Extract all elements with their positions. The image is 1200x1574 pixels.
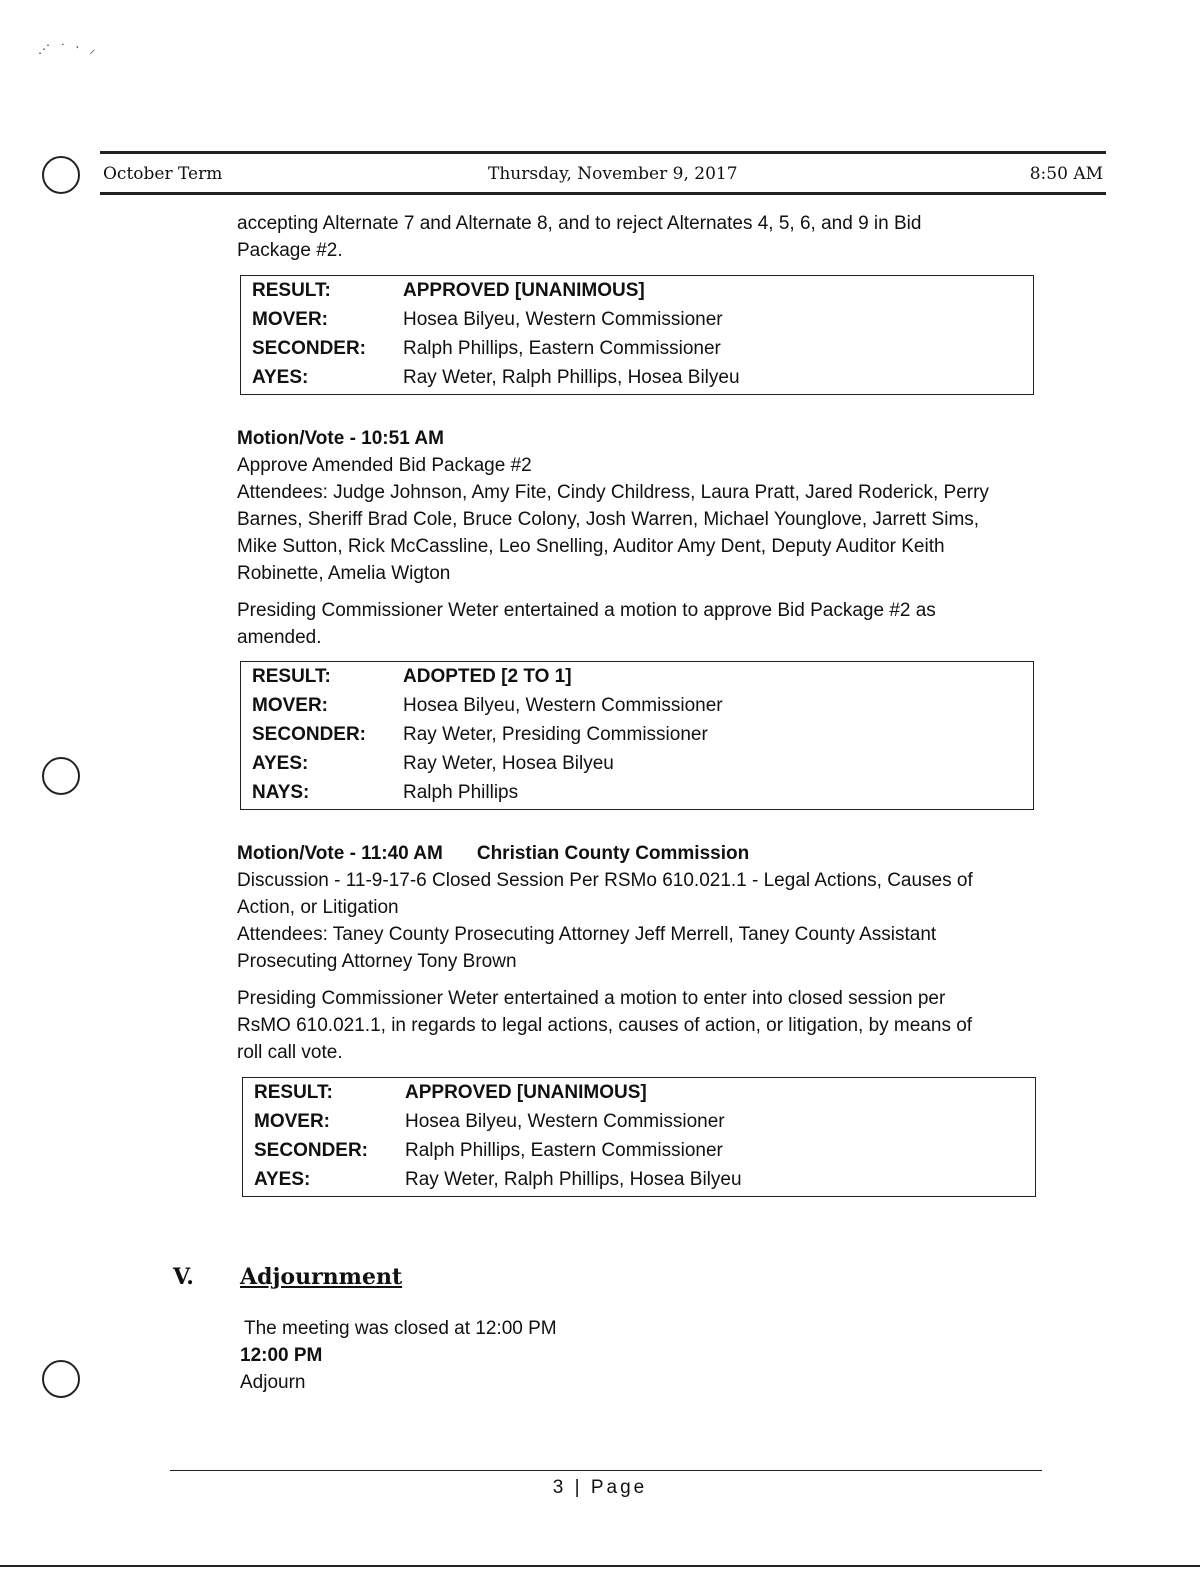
vote-label: RESULT: (252, 666, 331, 687)
intro-paragraph (237, 210, 1037, 264)
vote-label: MOVER: (252, 309, 328, 330)
vote-table-2 (240, 661, 1034, 810)
attendees-line: Attendees: Judge Johnson, Amy Fite, Cindy Childress, Laura Pratt, Jared Roderick, Perry (237, 482, 989, 503)
vote-label: AYES: (254, 1169, 311, 1190)
vote-value: Hosea Bilyeu, Western Commissioner (405, 1111, 725, 1132)
vote-label: RESULT: (252, 280, 331, 301)
footer-rule (170, 1470, 1042, 1471)
vote-value: Ralph Phillips, Eastern Commissioner (403, 338, 721, 359)
vote-label: RESULT: (254, 1082, 333, 1103)
vote-label: AYES: (252, 367, 309, 388)
adjournment-body (240, 1315, 1040, 1396)
page-number: 3 | Page (552, 1477, 648, 1498)
attendees-line: Mike Sutton, Rick McCassline, Leo Snelling, Auditor Amy Dent, Deputy Auditor Keith (237, 536, 945, 557)
vote-table-1 (240, 275, 1034, 395)
intro-line: Package #2. (237, 240, 343, 261)
vote-value: Ray Weter, Ralph Phillips, Hosea Bilyeu (403, 367, 740, 388)
vote-result: APPROVED [UNANIMOUS] (405, 1082, 647, 1103)
motion-section-2 (237, 425, 1037, 651)
adjournment-time: 12:00 PM (240, 1345, 323, 1366)
vote-value: Hosea Bilyeu, Western Commissioner (403, 309, 723, 330)
vote-value: Ray Weter, Hosea Bilyeu (403, 753, 614, 774)
motion-statement-line: Presiding Commissioner Weter entertained a motion to approve Bid Package #2 as (237, 600, 936, 621)
vote-table-3 (242, 1077, 1036, 1197)
scan-artifact: ⋰ ˙ ˑ ⸝ (38, 42, 99, 56)
vote-value: Ray Weter, Ralph Phillips, Hosea Bilyeu (405, 1169, 742, 1190)
binder-hole-bottom (42, 1360, 80, 1398)
motion-statement-line: Presiding Commissioner Weter entertained a motion to enter into closed session per (237, 988, 946, 1009)
vote-label: AYES: (252, 753, 309, 774)
attendees-line: Barnes, Sheriff Brad Cole, Bruce Colony, Josh Warren, Michael Younglove, Jarrett Sims, (237, 509, 980, 530)
vote-label: MOVER: (252, 695, 328, 716)
motion-statement-line: roll call vote. (237, 1042, 343, 1063)
vote-row (241, 720, 1033, 749)
vote-row (241, 305, 1033, 334)
vote-value: Ralph Phillips, Eastern Commissioner (405, 1140, 723, 1161)
vote-value: Ray Weter, Presiding Commissioner (403, 724, 708, 745)
motion-heading: Motion/Vote - 10:51 AM (237, 428, 444, 449)
scan-bottom-edge (0, 1565, 1200, 1567)
vote-label: SECONDER: (252, 724, 367, 745)
vote-row (241, 778, 1033, 807)
motion-section-3 (237, 840, 1037, 1066)
motion-heading: Motion/Vote - 11:40 AM (237, 843, 443, 864)
vote-label: NAYS: (252, 782, 310, 803)
header-time: 8:50 AM (1029, 164, 1103, 184)
vote-row (243, 1078, 1035, 1107)
motion-statement-line: RsMO 610.021.1, in regards to legal actions, causes of action, or litigation, by means of (237, 1015, 973, 1036)
motion-heading-row (237, 840, 1037, 867)
vote-value: Ralph Phillips (403, 782, 519, 803)
vote-row (241, 334, 1033, 363)
vote-row (241, 363, 1033, 392)
vote-result: ADOPTED [2 TO 1] (403, 666, 572, 687)
vote-label: MOVER: (254, 1111, 330, 1132)
vote-row (241, 662, 1033, 691)
vote-row (241, 749, 1033, 778)
intro-line: accepting Alternate 7 and Alternate 8, and to reject Alternates 4, 5, 6, and 9 in Bid (237, 213, 922, 234)
motion-statement-line: amended. (237, 627, 322, 648)
binder-hole-top (42, 156, 80, 194)
attendees-line: Prosecuting Attorney Tony Brown (237, 951, 517, 972)
header-term: October Term (103, 164, 223, 184)
adjournment-label: Adjourn (240, 1372, 306, 1393)
vote-result: APPROVED [UNANIMOUS] (403, 280, 645, 301)
attendees-line: Attendees: Taney County Prosecuting Attorney Jeff Merrell, Taney County Assistant (237, 924, 937, 945)
vote-value: Hosea Bilyeu, Western Commissioner (403, 695, 723, 716)
vote-label: SECONDER: (252, 338, 367, 359)
page-header (100, 151, 1106, 195)
section-number: V. (173, 1264, 194, 1290)
section-title: Adjournment (240, 1264, 403, 1290)
vote-label: SECONDER: (254, 1140, 369, 1161)
discussion-line: Action, or Litigation (237, 897, 399, 918)
vote-row (243, 1136, 1035, 1165)
discussion-line: Discussion - 11-9-17-6 Closed Session Per RSMo 610.021.1 - Legal Actions, Causes of (237, 870, 973, 891)
motion-body-name: Christian County Commission (476, 843, 750, 864)
vote-row (241, 691, 1033, 720)
vote-row (243, 1107, 1035, 1136)
motion-title: Approve Amended Bid Package #2 (237, 455, 532, 476)
header-date: Thursday, November 9, 2017 (488, 164, 738, 184)
vote-row (241, 276, 1033, 305)
adjournment-closed-text: The meeting was closed at 12:00 PM (244, 1318, 557, 1339)
attendees-line: Robinette, Amelia Wigton (237, 563, 451, 584)
vote-row (243, 1165, 1035, 1194)
binder-hole-middle (42, 757, 80, 795)
